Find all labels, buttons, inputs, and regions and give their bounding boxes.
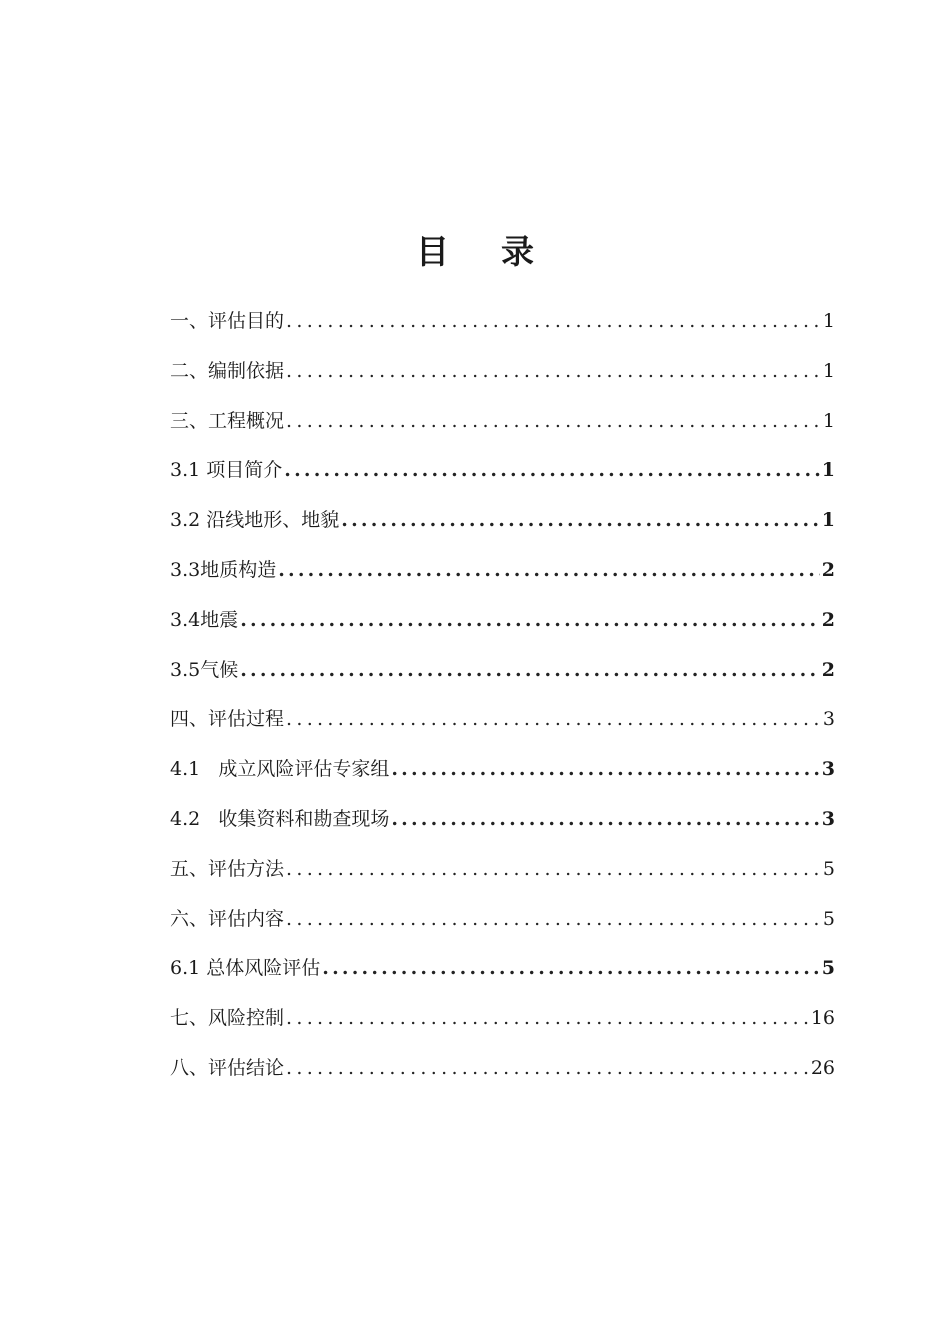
toc-entry-label: 七、风险控制	[170, 1007, 285, 1030]
toc-dot-leader	[240, 596, 820, 646]
toc-dot-leader	[391, 745, 819, 795]
toc-entry[interactable]	[170, 446, 835, 496]
toc-entry[interactable]	[170, 496, 835, 546]
toc-entry-label: 3.1 项目简介	[170, 459, 283, 482]
toc-entry[interactable]	[170, 944, 835, 994]
toc-page-number: 3	[822, 708, 835, 731]
toc-page-number: 5	[822, 857, 835, 880]
toc-entry-label: 6.1 总体风险评估	[170, 957, 321, 980]
toc-entry-label: 4.2 收集资料和勘查现场	[170, 807, 390, 830]
toc-page-number: 16	[810, 1007, 835, 1030]
toc-entry-label: 一、评估目的	[170, 310, 285, 332]
toc-dot-leader	[286, 845, 821, 895]
toc-entry[interactable]	[170, 745, 835, 795]
toc-page-number: 1	[822, 310, 835, 332]
toc-dot-leader	[284, 446, 820, 496]
toc-page-number: 5	[821, 957, 835, 980]
toc-dot-leader	[286, 895, 821, 945]
toc-dot-leader	[286, 695, 821, 745]
toc-dot-leader	[322, 944, 820, 994]
table-of-contents	[170, 297, 835, 1094]
toc-entry[interactable]	[170, 397, 835, 447]
toc-entry[interactable]	[170, 546, 835, 596]
toc-entry-label: 五、评估方法	[170, 857, 285, 880]
toc-page-number: 1	[821, 509, 835, 532]
toc-dot-leader	[286, 297, 821, 347]
toc-dot-leader	[286, 994, 809, 1044]
toc-entry-label: 3.5气候	[170, 658, 239, 681]
toc-dot-leader	[391, 795, 819, 845]
toc-dot-leader	[286, 397, 821, 447]
toc-page-number: 2	[821, 608, 835, 631]
toc-entry-label: 六、评估内容	[170, 907, 285, 930]
toc-entry-label: 3.3地质构造	[170, 558, 277, 581]
toc-dot-leader	[286, 347, 821, 397]
toc-entry[interactable]	[170, 994, 835, 1044]
toc-page-number: 2	[821, 658, 835, 681]
toc-entry-label: 四、评估过程	[170, 708, 285, 731]
toc-entry[interactable]	[170, 845, 835, 895]
toc-page-number: 26	[810, 1056, 835, 1079]
toc-page-number: 2	[821, 558, 835, 581]
toc-entry-label: 4.1 成立风险评估专家组	[170, 758, 390, 781]
toc-entry-label: 三、工程概况	[170, 409, 285, 432]
toc-entry[interactable]	[170, 646, 835, 696]
toc-dot-leader	[286, 1044, 809, 1094]
toc-dot-leader	[278, 546, 820, 596]
toc-entry-label: 3.4地震	[170, 608, 239, 631]
toc-page-number: 3	[821, 758, 835, 781]
toc-dot-leader	[341, 496, 820, 546]
toc-page-number: 1	[822, 409, 835, 432]
toc-dot-leader	[240, 646, 820, 696]
toc-entry[interactable]	[170, 347, 835, 397]
toc-page-number: 1	[822, 359, 835, 382]
toc-entry[interactable]	[170, 596, 835, 646]
toc-entry[interactable]	[170, 895, 835, 945]
toc-entry[interactable]	[170, 795, 835, 845]
toc-entry[interactable]	[170, 695, 835, 745]
toc-title: 目录	[416, 232, 586, 271]
toc-page-number: 1	[821, 459, 835, 482]
toc-entry[interactable]	[170, 297, 835, 347]
toc-entry-label: 3.2 沿线地形、地貌	[170, 509, 340, 532]
toc-page-number: 5	[822, 907, 835, 930]
toc-page-number: 3	[821, 807, 835, 830]
toc-entry-label: 二、编制依据	[170, 359, 285, 382]
toc-entry[interactable]	[170, 1044, 835, 1094]
toc-entry-label: 八、评估结论	[170, 1056, 285, 1079]
